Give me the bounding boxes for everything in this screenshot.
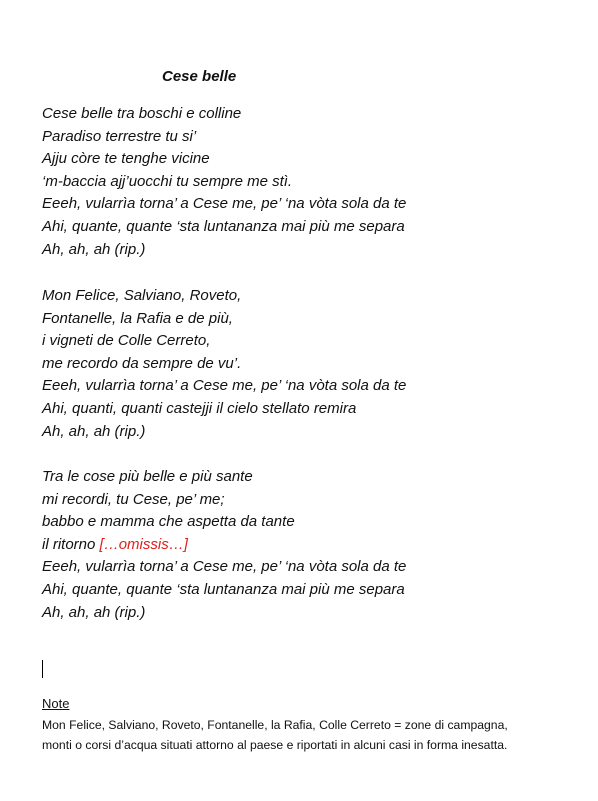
poem-title: Cese belle — [162, 68, 237, 85]
chorus-line: Eeeh, vularrìa torna’ a Cese me, pe’ ‘na vòta sola da te — [42, 558, 407, 576]
chorus-line: Ah, ah, ah (rip.) — [42, 240, 146, 258]
verse-line: Ajju còre te tenghe vicine — [42, 150, 210, 168]
chorus-line: Ah, ah, ah (rip.) — [42, 422, 146, 440]
note-line: Mon Felice, Salviano, Roveto, Fontanelle, la Rafia, Colle Cerreto = zone di campagna, — [42, 718, 508, 732]
verse-line: Tra le cose più belle e più sante — [42, 468, 253, 485]
verse-text: il ritorno — [42, 535, 100, 553]
verse-line: me recordo da sempre de vu’. — [42, 354, 242, 372]
note-body — [42, 715, 582, 755]
text-cursor — [42, 660, 43, 678]
stanza-1 — [42, 103, 406, 261]
stanza-2 — [42, 285, 406, 443]
stanza-3 — [42, 466, 406, 624]
chorus-line: Ahi, quante, quante ‘sta luntananza mai più me separa — [42, 580, 405, 598]
verse-line: babbo e mamma che aspetta da tante — [42, 513, 295, 531]
verse-line: i vigneti de Colle Cerreto, — [42, 332, 211, 350]
verse-line: Paradiso terrestre tu si’ — [42, 127, 197, 145]
chorus-line: Ah, ah, ah (rip.) — [42, 603, 146, 621]
omissis-marker: […omissis…] — [99, 535, 188, 553]
verse-line: mi recordi, tu Cese, pe’ me; — [42, 490, 225, 508]
verse-line: Cese belle tra boschi e colline — [42, 105, 242, 122]
chorus-line: Ahi, quanti, quanti castejji il cielo stellato remira — [42, 399, 357, 417]
chorus-line: Eeeh, vularrìa torna’ a Cese me, pe’ ‘na vòta sola da te — [42, 195, 407, 213]
verse-line: ‘m-baccia ajj’uocchi tu sempre me stì. — [42, 172, 293, 190]
chorus-line: Ahi, quante, quante ‘sta luntananza mai più me separa — [42, 217, 405, 235]
verse-line: Mon Felice, Salviano, Roveto, — [42, 287, 242, 304]
verse-line-with-omissis — [42, 534, 406, 557]
note-heading: Note — [42, 696, 70, 711]
note-line: monti o corsi d’acqua situati attorno al paese e riportati in alcuni casi in forma inesatta. — [42, 738, 508, 752]
chorus-line: Eeeh, vularrìa torna’ a Cese me, pe’ ‘na vòta sola da te — [42, 377, 407, 395]
verse-line: Fontanelle, la Rafia e de più, — [42, 309, 233, 327]
